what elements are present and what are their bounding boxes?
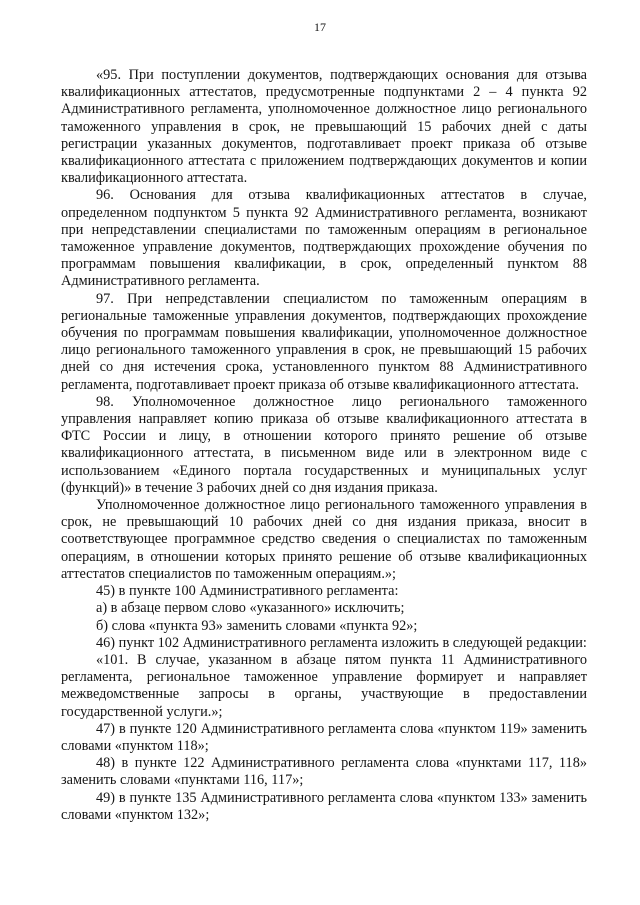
paragraph-95: «95. При поступлении документов, подтверждающих основания для отзыва квалификационных аттестатов, предусмотренные подпунктами 2 – 4 пункта 92 Административного регламента, уполномоченное должностное лицо регионального таможенного управления в срок, не превышающий 15 рабочих дней с даты регистрации указанных документов, подготавливает проект приказа об отзыве квалификационного аттестата с приложением подтверждающих документов и копии квалификационного аттестата. (61, 67, 587, 187)
paragraph-98-continued: Уполномоченное должностное лицо регионального таможенного управления в срок, не превышающий 10 рабочих дней со дня издания приказа, вносит в соответствующее программное средство сведения о специалистах по таможенным операциям, в отношении которых принято решение об отзыве квалификационных аттестатов специалистов по таможенным операциям.»; (61, 497, 587, 582)
paragraph-101-new: «101. В случае, указанном в абзаце пятом пункта 11 Административного регламента, региональное таможенное управление формирует и направляет межведомственные запросы в органы, участвующие в предоставлении государственной услуги.»; (61, 651, 587, 720)
paragraph-98: 98. Уполномоченное должностное лицо регионального таможенного управления направляет копию приказа об отзыве квалификационного аттестата в ФТС России и лицу, в отношении которого принято решение об отзыве квалификационного аттестата, в письменном виде или в электронном виде с использованием «Единого портала государственных и муниципальных услуг (функций)» в течение 3 рабочих дней со дня издания приказа. (61, 393, 587, 496)
amendment-45: 45) в пункте 100 Административного регламента: (96, 583, 399, 600)
paragraph-96: 96. Основания для отзыва квалификационных аттестатов в случае, определенном подпунктом 5 пункта 92 Административного регламента, возникают при непредставлении специалистами по таможенным операциям в региональное таможенное управление документов, подтверждающих прохождение обучения по программам повышения квалификации, в срок, определенный пунктом 88 Административного регламента. (61, 187, 587, 290)
page-number: 17 (314, 20, 326, 34)
paragraph-97: 97. При непредставлении специалистом по таможенным операциям в региональные таможенные управления документов, подтверждающих прохождение обучения по программам повышения квалификации, уполномоченное должностное лицо регионального таможенного управления в срок, не превышающий 15 рабочих дней со дня истечения срока, установленного пунктом 88 Административного регламента, подготавливает проект приказа об отзыве квалификационного аттестата. (61, 290, 587, 393)
document-body (61, 67, 587, 824)
amendment-48: 48) в пункте 122 Административного регламента слова «пунктами 117, 118» заменить словами «пунктами 116, 117»; (61, 755, 587, 789)
amendment-46: 46) пункт 102 Административного регламента изложить в следующей редакции: (96, 634, 587, 651)
amendment-45-a: а) в абзаце первом слово «указанного» исключить; (96, 600, 405, 617)
amendment-47: 47) в пункте 120 Административного регламента слова «пунктом 119» заменить словами «пунктом 118»; (61, 720, 587, 754)
amendment-45-b: б) слова «пункта 93» заменить словами «пункта 92»; (96, 617, 418, 634)
amendment-49: 49) в пункте 135 Административного регламента слова «пунктом 133» заменить словами «пунктом 132»; (61, 789, 587, 823)
